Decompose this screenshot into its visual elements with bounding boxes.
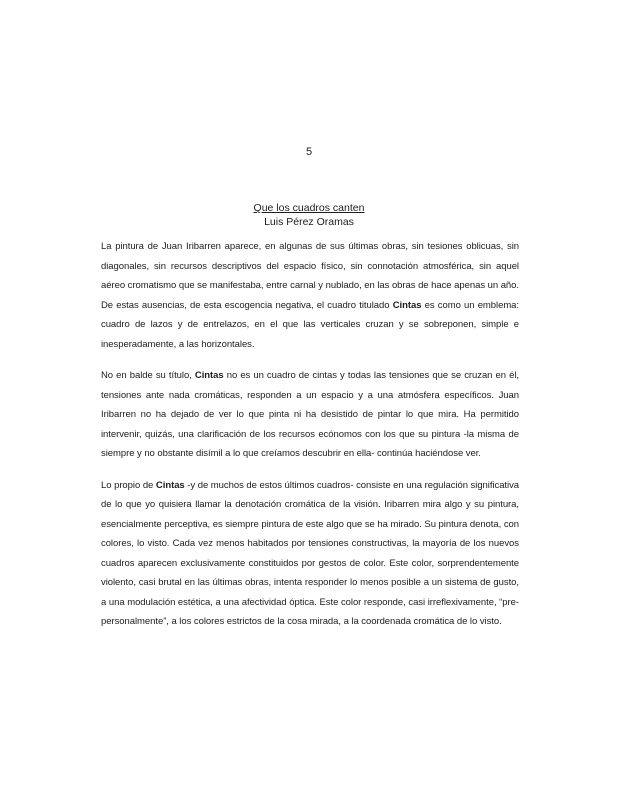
- paragraph-1-emphasis: Cintas: [392, 299, 422, 311]
- paragraph-3-text-b: -y de muchos de estos últimos cuadros- consiste en una regulación significativa de lo que yo quisiera llamar la denotación cromática de la visión. Iribarren mira algo y su pintura, esencialmente perceptiva, es siempre pintura de este algo que se ha mirado. Su pintura denota, con colores, lo visto. Cada vez menos habitados por tensiones constructivas, la mayoría de los nuevos cuadros aparecen exclusivamente constituidos por gestos de color. Este color, sorprendentemente violento, casi brutal en las últimas obras, intenta responder lo menos posible a un sistema de gusto, a una modulación estética, a una afectividad óptica. Este color responde, casi irreflexivamente, “pre-personalmente”, a los colores estrictos de la cosa mirada, a la coordenada cromática de lo visto.: [101, 479, 520, 627]
- paragraph-2-text-a: No en balde su título,: [101, 370, 195, 381]
- article-title: Que los cuadros canten: [253, 202, 365, 214]
- body-text: [101, 237, 519, 632]
- paragraph-2: [101, 366, 519, 464]
- page-number: 5: [305, 146, 313, 158]
- paragraph-3: [101, 476, 519, 632]
- paragraph-1: [101, 237, 519, 354]
- paragraph-2-text-b: no es un cuadro de cintas y todas las tensiones que se cruzan en él, tensiones ante nada cromáticas, responden a un espacio y a una atmósfera específicos. Juan Iribarren no ha dejado de ver lo que pinta ni ha desistido de pintar lo que mira. Ha permitido intervenir, quizás, una clarificación de los recursos ecónomos con los que su pintura -la misma de siempre y no obstante disímil a lo que creíamos descubrir en ella- continúa haciéndose ver.: [101, 370, 519, 459]
- paragraph-3-text-a: Lo propio de: [101, 479, 156, 491]
- paragraph-1-text-a: La pintura de Juan Iribarren aparece, en algunas de sus últimas obras, sin tesiones oblicuas, sin diagonales, sin recursos descriptivos del espacio físico, sin connotación atmosférica, sin aquel aéreo cromatismo que se manifestaba, entre carnal y nublado, en las obras de hace apenas un año. De estas ausencias, de esta escogencia negativa, el cuadro titulado: [101, 241, 519, 311]
- title-block: [0, 201, 618, 229]
- author-name: Luis Pérez Oramas: [264, 216, 354, 228]
- paragraph-3-emphasis: Cintas: [155, 479, 185, 491]
- paragraph-1-text-b: es como un emblema: cuadro de lazos y de entrelazos, en el que las verticales cruzan y se sobreponen, simple e inesperadamente, a las horizontales.: [101, 299, 519, 350]
- paragraph-2-emphasis: Cintas: [194, 370, 224, 381]
